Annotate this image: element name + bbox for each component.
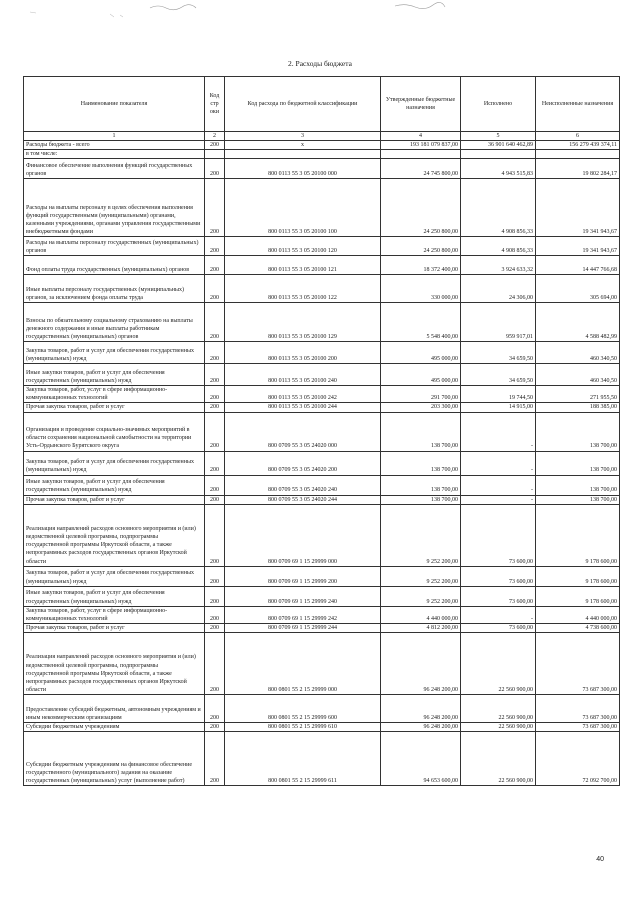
row-unexecuted: 4 738 600,00 xyxy=(536,623,620,632)
row-line-code: 200 xyxy=(205,403,225,412)
row-approved: 138 700,00 xyxy=(381,412,461,451)
row-name: Прочая закупка товаров, работ и услуг xyxy=(24,403,205,412)
row-budget-code: 800 0709 69 1 15 29999 200 xyxy=(225,566,381,586)
table-row xyxy=(24,495,620,504)
row-approved: 138 700,00 xyxy=(381,475,461,495)
row-name: Расходы на выплаты персоналу в целях обеспечения выполнения функций государственными (муниципальными) органами, казенными учреждениями, органами управления государственными внебюджетными фондами xyxy=(24,179,205,237)
row-budget-code: 800 0113 55 3 05 20100 122 xyxy=(225,275,381,303)
row-executed: 34 659,50 xyxy=(461,342,536,364)
row-budget-code: 800 0801 55 2 15 29999 611 xyxy=(225,732,381,786)
row-line-code: 200 xyxy=(205,159,225,179)
row-line-code: 200 xyxy=(205,275,225,303)
row-executed: 4 943 515,83 xyxy=(461,159,536,179)
row-executed: - xyxy=(461,606,536,623)
row-name: Организация и проведение социально-значимых мероприятий в области сохранения национальной самобытности на территории Усть-Ордынского Бурятского округа xyxy=(24,412,205,451)
table-row xyxy=(24,566,620,586)
table-row xyxy=(24,364,620,386)
row-approved: 291 700,00 xyxy=(381,386,461,403)
row-budget-code: 800 0709 55 3 05 24020 244 xyxy=(225,495,381,504)
table-row xyxy=(24,403,620,412)
row-name: Иные закупки товаров, работ и услуг для обеспечения государственных (муниципальных) нужд xyxy=(24,586,205,606)
row-executed: - xyxy=(461,412,536,451)
column-number: 2 xyxy=(205,132,225,141)
row-executed: 959 917,01 xyxy=(461,303,536,342)
table-row xyxy=(24,150,620,159)
handwritten-marks xyxy=(0,0,640,30)
row-line-code: 200 xyxy=(205,504,225,566)
row-executed: - xyxy=(461,495,536,504)
row-name: Закупка товаров, работ и услуг для обеспечения государственных (муниципальных) нужд xyxy=(24,451,205,475)
table-row xyxy=(24,623,620,632)
row-executed: - xyxy=(461,475,536,495)
row-executed: 73 600,00 xyxy=(461,566,536,586)
row-unexecuted: 138 700,00 xyxy=(536,451,620,475)
row-approved: 96 248 200,00 xyxy=(381,722,461,731)
col-header-executed: Исполнено xyxy=(461,77,536,132)
row-name: Прочая закупка товаров, работ и услуг xyxy=(24,495,205,504)
table-header-row xyxy=(24,77,620,132)
row-unexecuted: 4 588 482,99 xyxy=(536,303,620,342)
row-unexecuted: 138 700,00 xyxy=(536,412,620,451)
row-unexecuted: 188 385,00 xyxy=(536,403,620,412)
table-row xyxy=(24,632,620,694)
row-unexecuted: 138 700,00 xyxy=(536,475,620,495)
row-line-code: 200 xyxy=(205,722,225,731)
row-line-code: 200 xyxy=(205,475,225,495)
table-row xyxy=(24,386,620,403)
row-unexecuted: 271 955,50 xyxy=(536,386,620,403)
row-executed: 73 600,00 xyxy=(461,504,536,566)
row-unexecuted: 14 447 766,68 xyxy=(536,256,620,275)
row-approved: 4 812 200,00 xyxy=(381,623,461,632)
row-approved: 96 248 200,00 xyxy=(381,694,461,722)
row-line-code: 200 xyxy=(205,623,225,632)
row-approved: 4 440 000,00 xyxy=(381,606,461,623)
row-unexecuted: 138 700,00 xyxy=(536,495,620,504)
row-budget-code: 800 0113 55 3 05 20100 120 xyxy=(225,237,381,256)
row-approved: 138 700,00 xyxy=(381,451,461,475)
row-executed: 22 560 900,00 xyxy=(461,632,536,694)
row-executed: 73 600,00 xyxy=(461,623,536,632)
table-row xyxy=(24,303,620,342)
table-row xyxy=(24,504,620,566)
table-row xyxy=(24,722,620,731)
table-row xyxy=(24,275,620,303)
row-line-code: 200 xyxy=(205,237,225,256)
row-approved: 330 000,00 xyxy=(381,275,461,303)
row-line-code: 200 xyxy=(205,141,225,150)
row-name: Расходы на выплаты персоналу государственных (муниципальных) органов xyxy=(24,237,205,256)
row-executed: 22 560 900,00 xyxy=(461,722,536,731)
row-unexecuted: 460 340,50 xyxy=(536,342,620,364)
row-budget-code: 800 0709 69 1 15 29999 000 xyxy=(225,504,381,566)
row-approved: 9 252 200,00 xyxy=(381,566,461,586)
row-name: Реализация направлений расходов основного мероприятия и (или) ведомственной целевой программы, подпрограммы государственной программы Иркутской области, а также непрограммных расходов государственных органов Иркутской области xyxy=(24,504,205,566)
row-name: Иные закупки товаров, работ и услуг для обеспечения государственных (муниципальных) нужд xyxy=(24,364,205,386)
table-row xyxy=(24,694,620,722)
row-unexecuted: 73 687 300,00 xyxy=(536,632,620,694)
row-unexecuted: 305 694,00 xyxy=(536,275,620,303)
row-unexecuted: 19 341 943,67 xyxy=(536,179,620,237)
table-row xyxy=(24,141,620,150)
row-approved: 24 745 800,00 xyxy=(381,159,461,179)
table-row xyxy=(24,159,620,179)
row-budget-code: 800 0709 55 3 05 24020 000 xyxy=(225,412,381,451)
row-line-code: 200 xyxy=(205,566,225,586)
section-title: 2. Расходы бюджета xyxy=(288,59,352,68)
row-unexecuted: 4 440 000,00 xyxy=(536,606,620,623)
row-line-code: 200 xyxy=(205,386,225,403)
row-budget-code: 800 0801 55 2 15 29999 600 xyxy=(225,694,381,722)
row-executed: - xyxy=(461,451,536,475)
row-budget-code: x xyxy=(225,141,381,150)
row-name: Закупка товаров, работ и услуг для обеспечения государственных (муниципальных) нужд xyxy=(24,566,205,586)
row-name: Расходы бюджета - всего xyxy=(24,141,205,150)
table-row xyxy=(24,412,620,451)
table-row xyxy=(24,475,620,495)
row-line-code: 200 xyxy=(205,451,225,475)
col-header-approved: Утвержденные бюджетные назначения xyxy=(381,77,461,132)
row-unexecuted: 9 178 600,00 xyxy=(536,504,620,566)
row-name: Субсидии бюджетным учреждениям на финансовое обеспечение государственного (муниципального) задания на оказание государственных (муниципальных) услуг (выполнение работ) xyxy=(24,732,205,786)
row-approved: 495 000,00 xyxy=(381,342,461,364)
row-executed xyxy=(461,150,536,159)
row-budget-code: 800 0801 55 2 15 29999 610 xyxy=(225,722,381,731)
row-executed: 34 659,50 xyxy=(461,364,536,386)
row-executed: 4 908 856,33 xyxy=(461,237,536,256)
table-row xyxy=(24,237,620,256)
row-name: Предоставление субсидий бюджетным, автономным учреждениям и иным некоммерческим организациям xyxy=(24,694,205,722)
row-executed: 73 600,00 xyxy=(461,586,536,606)
row-unexecuted: 156 279 439 374,11 xyxy=(536,141,620,150)
row-approved xyxy=(381,150,461,159)
row-line-code: 200 xyxy=(205,364,225,386)
table-row xyxy=(24,256,620,275)
row-name: Прочая закупка товаров, работ и услуг xyxy=(24,623,205,632)
row-executed: 4 908 856,33 xyxy=(461,179,536,237)
row-budget-code: 800 0113 55 3 05 20100 100 xyxy=(225,179,381,237)
table-row xyxy=(24,179,620,237)
row-line-code: 200 xyxy=(205,606,225,623)
row-executed: 22 560 900,00 xyxy=(461,732,536,786)
row-executed: 3 924 633,32 xyxy=(461,256,536,275)
row-name: в том числе: xyxy=(24,150,205,159)
row-budget-code: 800 0113 55 3 05 20100 000 xyxy=(225,159,381,179)
row-name: Субсидии бюджетным учреждениям xyxy=(24,722,205,731)
col-header-budget-code: Код расхода по бюджетной классификации xyxy=(225,77,381,132)
row-unexecuted: 73 687 300,00 xyxy=(536,694,620,722)
col-header-line-code: Код стр оки xyxy=(205,77,225,132)
col-header-unexecuted: Неисполненные назначения xyxy=(536,77,620,132)
row-unexecuted: 9 178 600,00 xyxy=(536,566,620,586)
row-budget-code: 800 0709 69 1 15 29999 240 xyxy=(225,586,381,606)
column-number: 4 xyxy=(381,132,461,141)
row-executed: 19 744,50 xyxy=(461,386,536,403)
row-line-code: 200 xyxy=(205,256,225,275)
table-row xyxy=(24,732,620,786)
row-approved: 203 300,00 xyxy=(381,403,461,412)
row-line-code xyxy=(205,150,225,159)
row-approved: 24 250 800,00 xyxy=(381,179,461,237)
row-name: Закупка товаров, работ, услуг в сфере информационно-коммуникационных технологий xyxy=(24,386,205,403)
row-budget-code: 800 0113 55 3 05 20100 244 xyxy=(225,403,381,412)
row-approved: 96 248 200,00 xyxy=(381,632,461,694)
row-budget-code: 800 0709 69 1 15 29999 244 xyxy=(225,623,381,632)
row-budget-code: 800 0801 55 2 15 29999 000 xyxy=(225,632,381,694)
row-budget-code: 800 0709 69 1 15 29999 242 xyxy=(225,606,381,623)
column-number: 3 xyxy=(225,132,381,141)
row-budget-code: 800 0709 55 3 05 24020 200 xyxy=(225,451,381,475)
row-budget-code: 800 0113 55 3 05 20100 121 xyxy=(225,256,381,275)
row-budget-code: 800 0709 55 3 05 24020 240 xyxy=(225,475,381,495)
row-executed: 24 306,00 xyxy=(461,275,536,303)
row-name: Взносы по обязательному социальному страхованию на выплаты денежного содержания и иные выплаты работникам государственных (муниципальных) органов xyxy=(24,303,205,342)
row-unexecuted: 19 802 284,17 xyxy=(536,159,620,179)
row-approved: 9 252 200,00 xyxy=(381,504,461,566)
row-approved: 138 700,00 xyxy=(381,495,461,504)
row-line-code: 200 xyxy=(205,495,225,504)
row-approved: 193 181 079 837,00 xyxy=(381,141,461,150)
row-executed: 22 560 900,00 xyxy=(461,694,536,722)
row-approved: 18 372 400,00 xyxy=(381,256,461,275)
row-line-code: 200 xyxy=(205,586,225,606)
table-row xyxy=(24,586,620,606)
expenses-table xyxy=(23,76,620,786)
col-header-name: Наименование показателя xyxy=(24,77,205,132)
row-line-code: 200 xyxy=(205,632,225,694)
column-number: 6 xyxy=(536,132,620,141)
page-number: 40 xyxy=(596,856,604,863)
row-unexecuted: 460 340,50 xyxy=(536,364,620,386)
row-budget-code: 800 0113 55 3 05 20100 129 xyxy=(225,303,381,342)
row-unexecuted: 72 092 700,00 xyxy=(536,732,620,786)
row-name: Реализация направлений расходов основного мероприятия и (или) ведомственной целевой программы, подпрограммы государственной программы Иркутской области, а также непрограммных расходов государственных органов Иркутской области xyxy=(24,632,205,694)
row-name: Иные выплаты персоналу государственных (муниципальных) органов, за исключением фонда оплаты труда xyxy=(24,275,205,303)
table-row xyxy=(24,451,620,475)
row-line-code: 200 xyxy=(205,732,225,786)
table-row xyxy=(24,606,620,623)
row-budget-code: 800 0113 55 3 05 20100 240 xyxy=(225,364,381,386)
row-unexecuted xyxy=(536,150,620,159)
row-name: Закупка товаров, работ, услуг в сфере информационно-коммуникационных технологий xyxy=(24,606,205,623)
row-approved: 9 252 200,00 xyxy=(381,586,461,606)
column-number-row xyxy=(24,132,620,141)
row-line-code: 200 xyxy=(205,179,225,237)
row-name: Фонд оплаты труда государственных (муниципальных) органов xyxy=(24,256,205,275)
row-line-code: 200 xyxy=(205,303,225,342)
row-line-code: 200 xyxy=(205,412,225,451)
column-number: 5 xyxy=(461,132,536,141)
row-name: Закупка товаров, работ и услуг для обеспечения государственных (муниципальных) нужд xyxy=(24,342,205,364)
row-name: Финансовое обеспечение выполнения функций государственных органов xyxy=(24,159,205,179)
row-unexecuted: 9 178 600,00 xyxy=(536,586,620,606)
row-name: Иные закупки товаров, работ и услуг для обеспечения государственных (муниципальных) нужд xyxy=(24,475,205,495)
column-number: 1 xyxy=(24,132,205,141)
row-approved: 24 250 800,00 xyxy=(381,237,461,256)
row-approved: 5 548 400,00 xyxy=(381,303,461,342)
row-budget-code xyxy=(225,150,381,159)
row-executed: 36 901 640 462,89 xyxy=(461,141,536,150)
row-budget-code: 800 0113 55 3 05 20100 200 xyxy=(225,342,381,364)
row-unexecuted: 19 341 943,67 xyxy=(536,237,620,256)
row-unexecuted: 73 687 300,00 xyxy=(536,722,620,731)
row-executed: 14 915,00 xyxy=(461,403,536,412)
row-budget-code: 800 0113 55 3 05 20100 242 xyxy=(225,386,381,403)
row-approved: 495 000,00 xyxy=(381,364,461,386)
row-line-code: 200 xyxy=(205,342,225,364)
row-approved: 94 653 600,00 xyxy=(381,732,461,786)
table-row xyxy=(24,342,620,364)
row-line-code: 200 xyxy=(205,694,225,722)
